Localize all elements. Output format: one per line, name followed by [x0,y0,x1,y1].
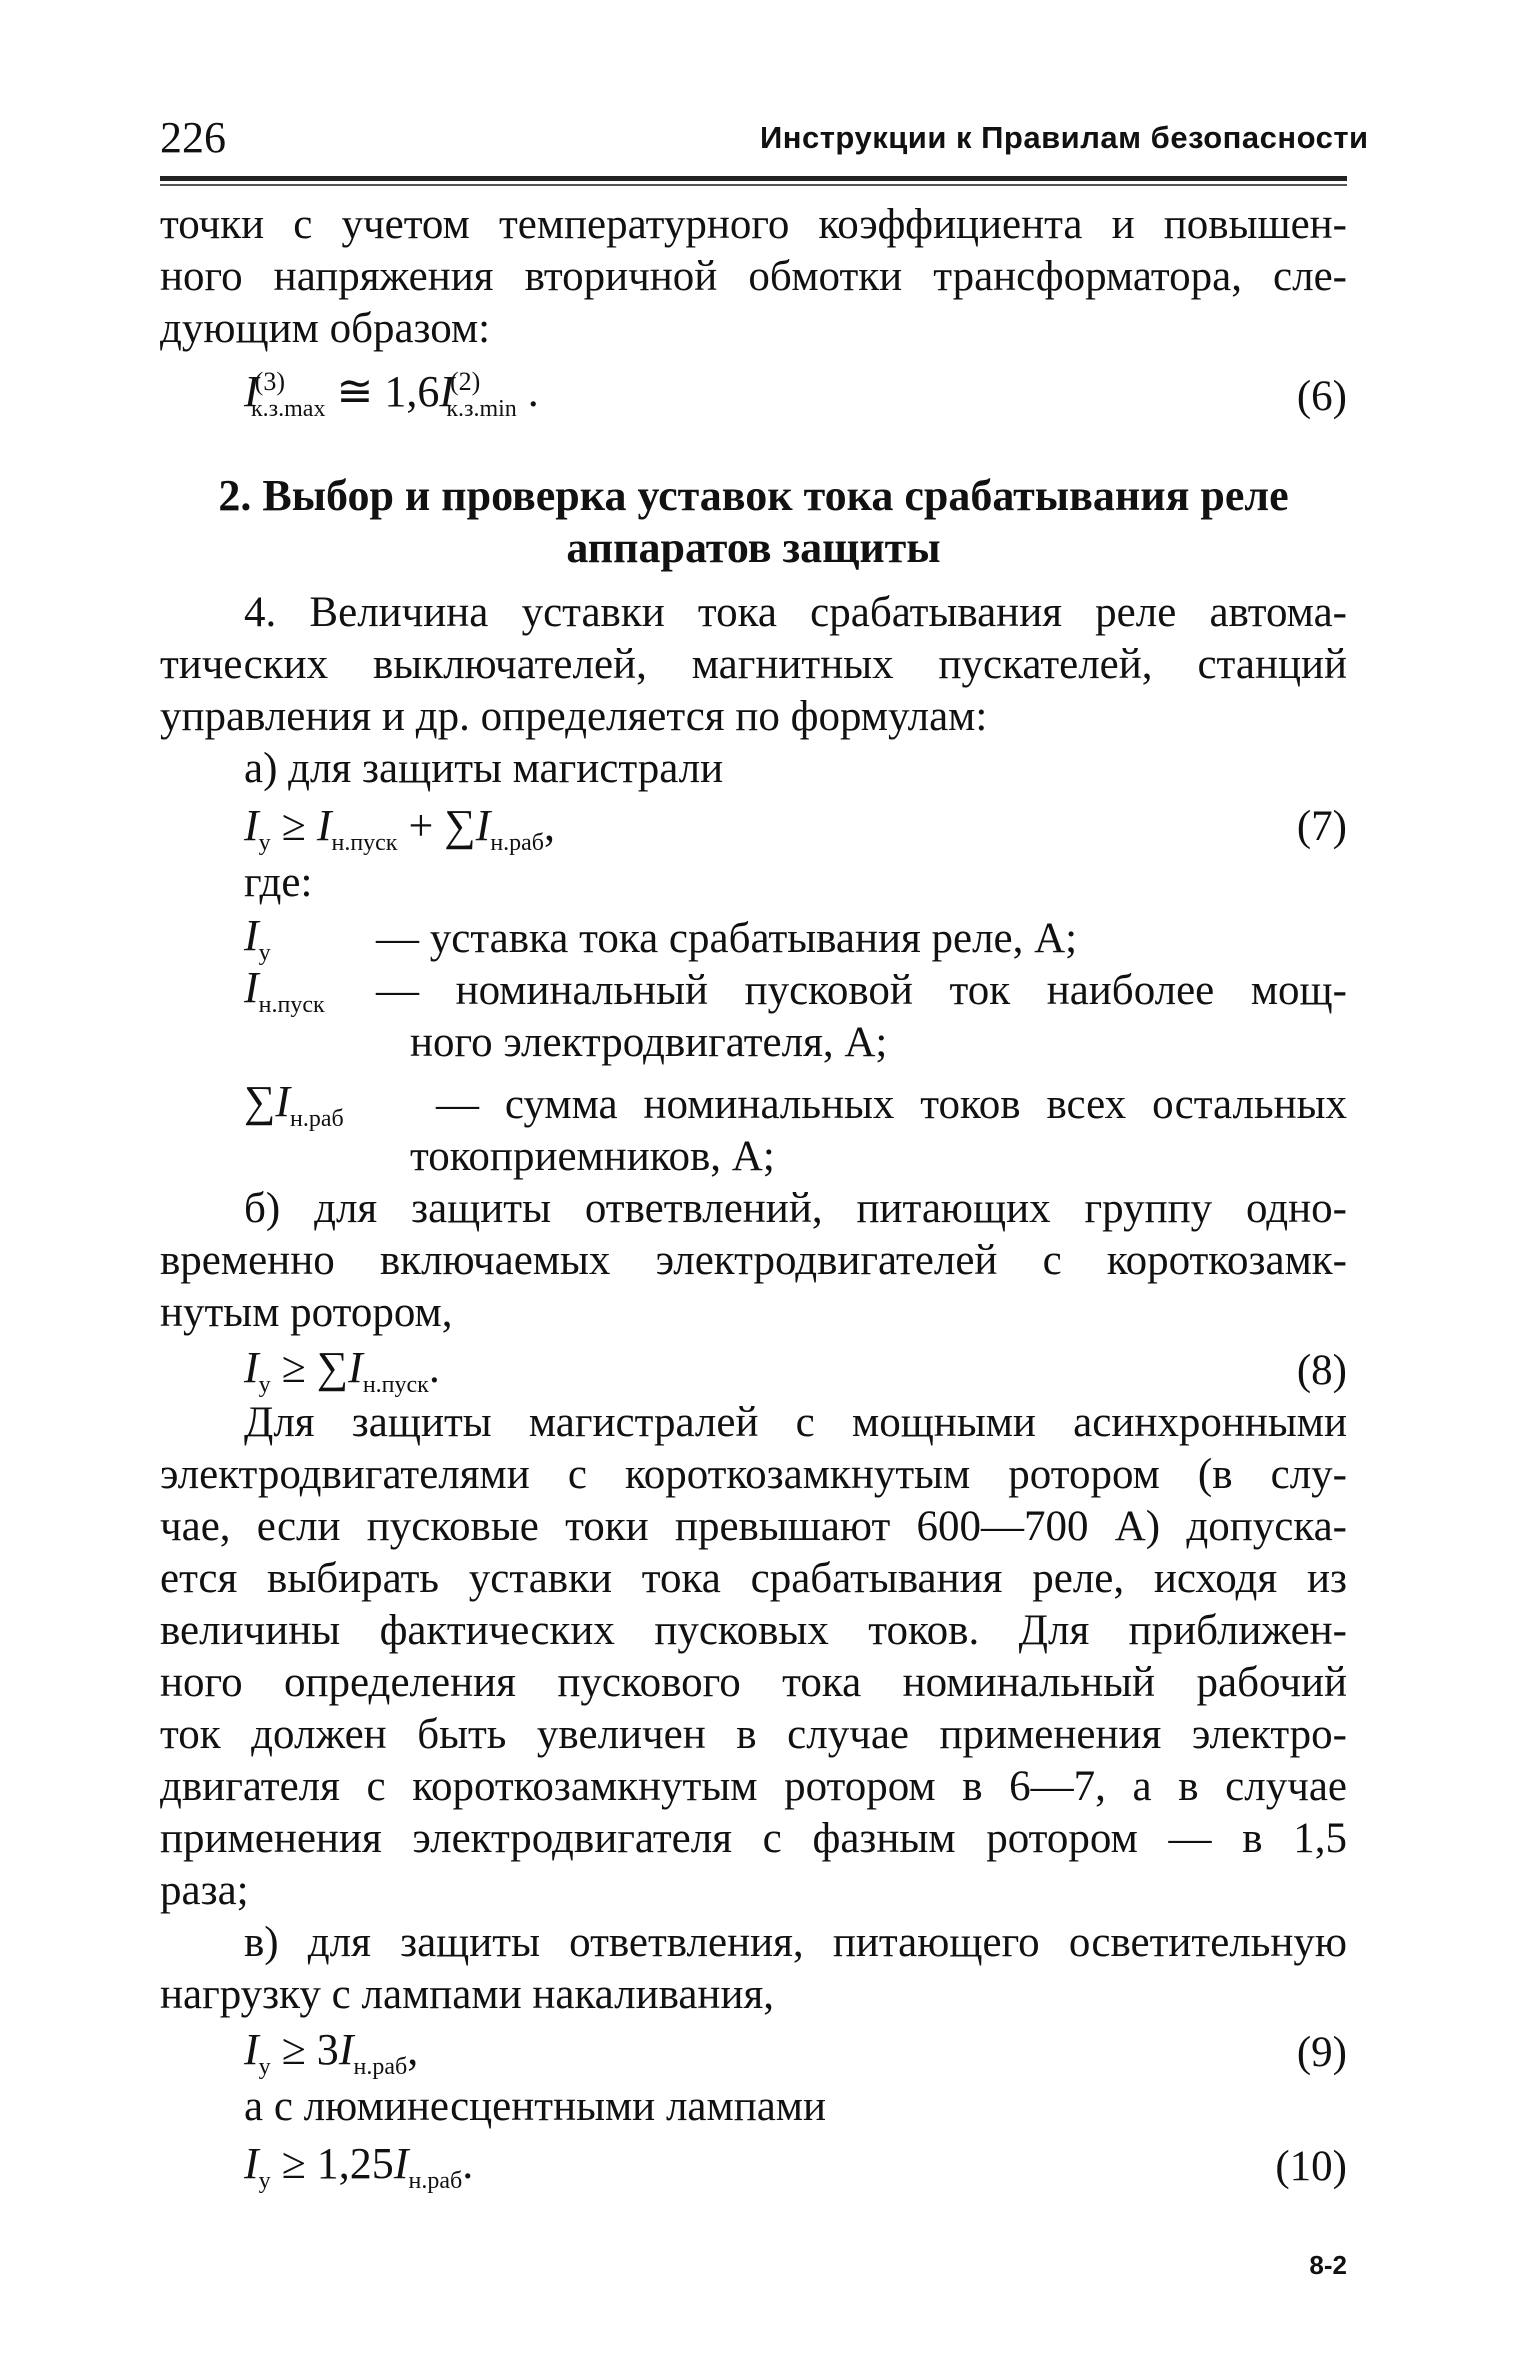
paragraph-line: дующим образом: [160,305,491,352]
paragraph-line: нутым ротором, [160,1289,453,1336]
paragraph-line: применения электродвигателя с фазным ротором — в 1,5 [160,1815,1347,1862]
running-title: Инструкции к Правилам безопасности [760,120,1369,155]
paragraph-line: ток должен быть увеличен в случае применения электро- [160,1711,1347,1758]
paragraph-line: ного определения пускового тока номинальный рабочий [160,1659,1347,1706]
equation-number: (10) [1275,2143,1347,2190]
paragraph-line: тических выключателей, магнитных пускателей, станций [160,641,1347,688]
equation-8: $I_у \ge \sum I_{н.пуск}$. [244,1343,440,1398]
paragraph-line: величины фактических пусковых токов. Для приближен- [160,1607,1347,1654]
definition-text: токоприемников, А; [410,1133,775,1180]
equation-number: (7) [1296,803,1347,850]
paragraph-line: ного напряжения вторичной обмотки трансформатора, сле- [160,253,1347,300]
section-title: аппаратов защиты [566,523,941,572]
paragraph-line: а с люминесцентными лампами [244,2083,827,2130]
definition-text: — сумма номинальных токов всех остальных [436,1081,1347,1128]
equation-10: $I_у \ge 1,25I_{н.раб}$. [244,2139,474,2194]
paragraph-line: 4. Величина уставки тока срабатывания реле автома- [244,589,1347,636]
paragraph-line: управления и др. определяется по формулам: [160,693,988,740]
equation-9: $I_у \ge 3I_{н.раб}$, [244,2025,419,2080]
definition-symbol: $I_у$ [244,911,271,966]
header-rule [160,176,1347,181]
definition-symbol: $\sum I_{н.раб}$ [244,1077,344,1132]
equation-number: (6) [1296,373,1347,420]
paragraph-line: точки с учетом температурного коэффициента и повышен- [160,201,1347,248]
page-number: 226 [160,113,226,162]
equation-6: $I^{(3)}_{к.з.max}$ ≅ $1,6I^{(2)}_{к.з.min}$ . [244,367,539,422]
list-item-c: в) для защиты ответвления, питающего осветительную [244,1919,1347,1966]
paragraph-line: чае, если пусковые токи превышают 600—700 А) допуска- [160,1503,1347,1550]
signature-mark: 8-2 [1309,2250,1347,2280]
equation-number: (8) [1296,1347,1347,1394]
definition-text: — номинальный пусковой ток наиболее мощ- [376,967,1347,1014]
header-rule-thin [160,184,1347,186]
paragraph-line: временно включаемых электродвигателей с короткозамк- [160,1237,1347,1284]
definition-text: — уставка тока срабатывания реле, А; [376,915,1078,962]
list-item-a: а) для защиты магистрали [244,745,724,792]
paragraph-line: раза; [160,1867,249,1914]
definition-symbol: $I_{н.пуск}$ [244,963,325,1018]
paragraph-line: Для защиты магистралей с мощными асинхронными [244,1399,1347,1446]
definition-text: ного электродвигателя, А; [410,1019,888,1066]
equation-number: (9) [1296,2029,1347,2076]
paragraph-line: нагрузку с лампами накаливания, [160,1971,774,2018]
paragraph-line: ется выбирать уставки тока срабатывания реле, исходя из [160,1555,1347,1602]
list-item-b: б) для защиты ответвлений, питающих группу одно- [244,1185,1347,1232]
where-label: где: [244,859,313,906]
section-title: 2. Выбор и проверка уставок тока срабатывания реле [218,471,1289,520]
paragraph-line: электродвигателями с короткозамкнутым ротором (в слу- [160,1451,1347,1498]
equation-7: $I_у \ge I_{н.пуск} + \sum I_{н.раб}$, [244,801,556,856]
paragraph-line: двигателя с короткозамкнутым ротором в 6—7, а в случае [160,1763,1347,1810]
